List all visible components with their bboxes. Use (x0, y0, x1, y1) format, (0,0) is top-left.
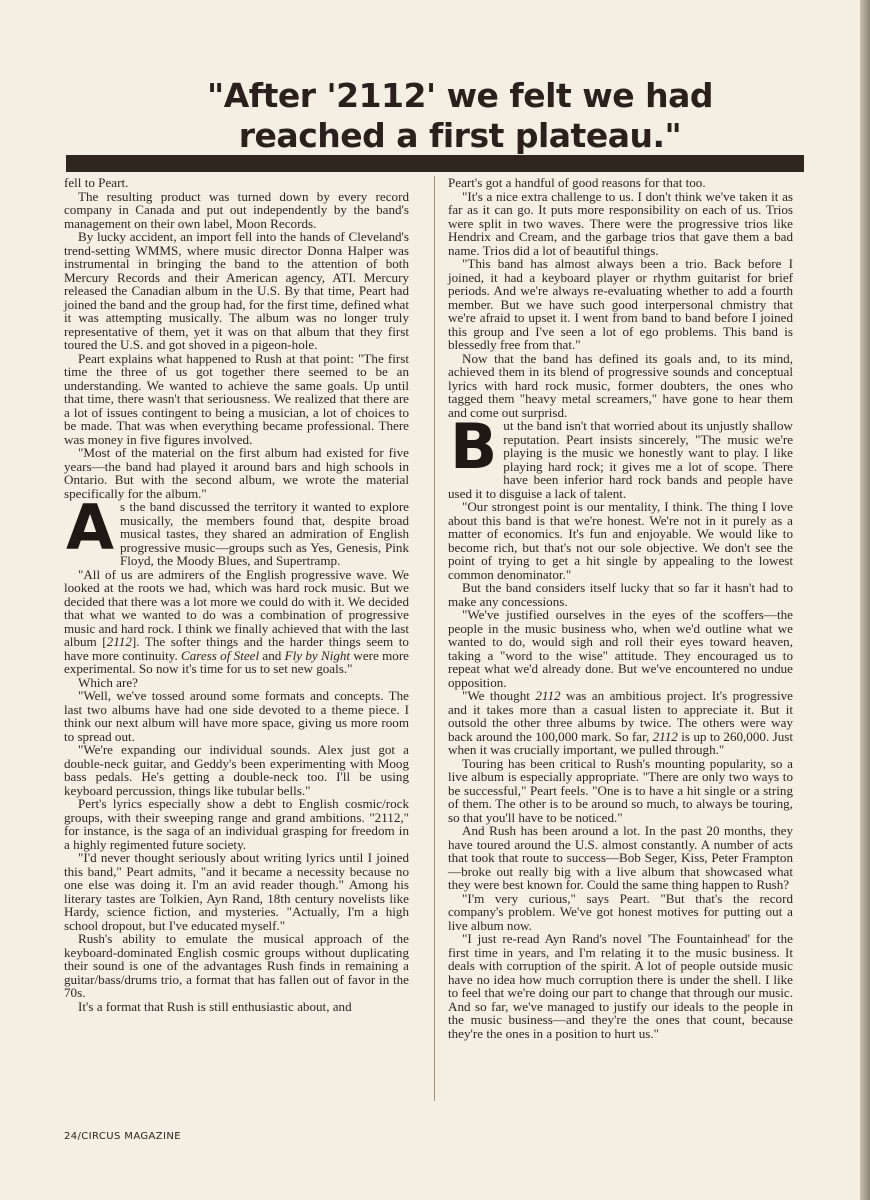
paragraph: fell to Peart. (64, 175, 129, 190)
paragraph: "It's a nice extra challenge to us. I don't think we've taken it as far as it can go. It puts more responsibility on each of us. Trios were split in two waves. There were the progressive trios like Hendrix and Cream, and the garbage trios that gave them a bad name. Trios did a lot of beautiful things. (448, 188, 793, 258)
paragraph: "This band has almost always been a trio. Back before I joined, it had a keyboard player or rhythm guitarist for brief periods. And we're always re-evaluating whether to add a fourth member. But we have such good interpersonal chmistry that we're afraid to upset it. I went from band to band before I joined this group and I've seen a lot of ego problems. This band is blessedly free from that." (448, 256, 793, 352)
paragraph: "Our strongest point is our mentality, I think. The thing I love about this band is that we're honest. We're not in it purely as a matter of economics. It's fun and enjoyable. We would like to become rich, but that's not our sole objective. We don't see the point of trying to get a hit single by appealing to the lowest common denominator." (448, 499, 793, 582)
left-column (64, 176, 409, 1013)
paragraph (448, 689, 793, 757)
paragraph: Touring has been critical to Rush's mounting popularity, so a live album is especially appropriate. "There are only two ways to be successful," Peart feels. "One is to have a hit single or a string of them. The other is to be around so much, to always be touring, so that you'll have to be noticed." (448, 755, 793, 825)
paragraph: Which are? (78, 674, 138, 690)
headline-line-2: reached a first plateau." (238, 116, 682, 155)
paragraph: Now that the band has defined its goals and, to its mind, achieved them in its blend of progressive sounds and conceptual lyrics with hard rock music, former doubters, the ones who tagged them "heavy metal screamers," have gone to hear them and come out surprisd. (448, 350, 793, 420)
dropcap-letter: A (66, 491, 114, 564)
text-run: "All of us are admirers of the English progressive wave. We looked at the roots we had, which was hard rock music. But we decided that there was a lot more we could do with it. We decided that what we wanted to do was a combination of progressive music and hard rock. I think we finally achieved that with the last album [ (64, 566, 409, 649)
text-run: were more experimental. So now it's time for us to set new goals." (64, 647, 409, 676)
paragraph-with-dropcap (64, 491, 409, 568)
paragraph: By lucky accident, an import fell into the hands of Cleveland's trend-setting WMMS, where music director Donna Halper was instrumental in bringing the band to the attention of both Mercury Records and their American agency, ATI. Mercury released the Canadian album in the U.S. By that time, Peart had joined the band and the group had, for the first time, defined what it was attempting musically. The album was no longer truly representative of them, yet it was on that album that they first toured the U.S. and got shoved in a pigeon-hole. (64, 229, 409, 352)
album-title: 2112 (535, 688, 561, 703)
album-title: 2112 (652, 728, 678, 744)
text-run: "We thought (462, 688, 536, 703)
paragraph: Pert's lyrics especially show a debt to English cosmic/rock groups, with their sweeping range and grand ambitions. "2112," for instance, is the saga of an individual grasping for freedom in a highly regimented future society. (64, 796, 409, 852)
paragraph: "Well, we've tossed around some formats and concepts. The last two albums have had one side devoted to a theme piece. I think our next album will have more space, giving us more room to spread out. (64, 688, 409, 744)
text-run: is up to 260,000. Just when it was crucially important, we pulled through." (448, 728, 793, 757)
page-folio: 24/CIRCUS MAGAZINE (64, 1131, 181, 1142)
page-edge-shadow (860, 0, 870, 1200)
paragraph: The resulting product was turned down by every record company in Canada and put out independently by the band's management on their own label, Moon Records. (64, 188, 409, 231)
paragraph (64, 568, 409, 676)
paragraph: But the band considers itself lucky that so far it hasn't had to make any concessions. (448, 580, 793, 609)
pull-quote-headline (150, 76, 770, 156)
right-column (448, 176, 793, 1040)
paragraph-with-dropcap (448, 410, 793, 501)
album-title: Caress of Steel (181, 647, 260, 663)
paragraph: "I'm very curious," says Peart. "But that's the record company's problem. We've got honest motives for putting out a live album now. (448, 890, 793, 933)
album-title: Fly by Night (284, 647, 351, 663)
paragraph: "We've justified ourselves in the eyes of the scoffers—the people in the music business who, when we'd outline what we wanted to do, would sigh and roll their eyes toward heaven, taking a "word to the wise" attitude. They encouraged us to repeat what we'd already done. But we've encountered no undue opposition. (448, 607, 793, 690)
paragraph: And Rush has been around a lot. In the past 20 months, they have toured around the U.S. almost constantly. A number of acts that took that route to success—Bob Seger, Kiss, Peter Frampton—broke out really big with a live album that showcased what they were best known for. Could the same thing happen to Rush? (448, 823, 793, 892)
paragraph: It's a format that Rush is still enthusiastic about, and (78, 998, 352, 1014)
headline-line-1: "After '2112' we felt we had (207, 76, 713, 115)
album-title: 2112 (106, 634, 132, 649)
headline-rule (66, 155, 804, 172)
dropcap-letter: B (450, 410, 498, 483)
text-run: ]. The softer things and the harder things seem to have more continuity. (64, 634, 409, 663)
column-divider (434, 176, 435, 1101)
text-run: was an ambitious project. It's progressive and it takes more than a casual listen to appreciate it. But it outsold the other three albums by twice. The others were way back around the 100,000 mark. So far, (448, 688, 793, 744)
paragraph: "I'd never thought seriously about writing lyrics until I joined this band," Peart admits, "and it became a necessity because no one else was doing it. I'm an avid reader though." Among his literary tastes are Tolkien, Ayn Rand, 18th century novelists like Hardy, science fiction, and mysteries. "Actually, I'm a high school dropout, but I've educated myself." (64, 850, 409, 933)
text-run: and (259, 647, 285, 663)
paragraph: Peart's got a handful of good reasons for that too. (448, 175, 706, 190)
paragraph-text: ut the band isn't that worried about its unjustly shallow reputation. Peart insists sincerely, "The music we're playing is the music we honestly want to play. I like playing hard rock; it gives me a lot of scope. There have been inferior hard rock bands and people have used it to disguise a lack of talent. (448, 418, 793, 501)
paragraph-text: s the band discussed the territory it wanted to explore musically, the members found that, despite broad musical tastes, they shared an admiration of English progressive music—groups such as Yes, Genesis, Pink Floyd, the Moody Blues, and Supertramp. (119, 499, 409, 568)
paragraph: "I just re-read Ayn Rand's novel 'The Fountainhead' for the first time in years, and I'm relating it to the music business. It deals with corruption of the spirit. A lot of people outside music have no idea how much corruption there is under the shell. I like to feel that we're doing our part to change that through our music. And so far, we've managed to justify our ideals to the people in the music business—and they're the ones that count, because they're the ones in a position to hurt us." (448, 931, 793, 1041)
paragraph: "We're expanding our individual sounds. Alex just got a double-neck guitar, and Geddy's been experimenting with Moog bass pedals. He's getting a double-neck too. I'll be using keyboard percussion, things like tubular bells." (64, 742, 409, 798)
paragraph: Rush's ability to emulate the musical approach of the keyboard-dominated English cosmic groups without duplicating their sound is one of the advantages Rush finds in remaining a guitar/bass/drums trio, a format that has fallen out of favor in the 70s. (64, 931, 409, 1000)
paragraph: Peart explains what happened to Rush at that point: "The first time the three of us got together there seemed to be an understanding. We wanted to achieve the same goals. Up until that time, there wasn't that seriousness. We realized that there are a lot of issues contingent to being a musician, a lot of choices to be made. That was when everything became professional. There was money in five figures involved. (64, 350, 409, 447)
paragraph: "Most of the material on the first album had existed for five years—the band had played it around bars and high schools in Ontario. But with the second album, we wrote the material specifically for the album." (64, 445, 409, 501)
